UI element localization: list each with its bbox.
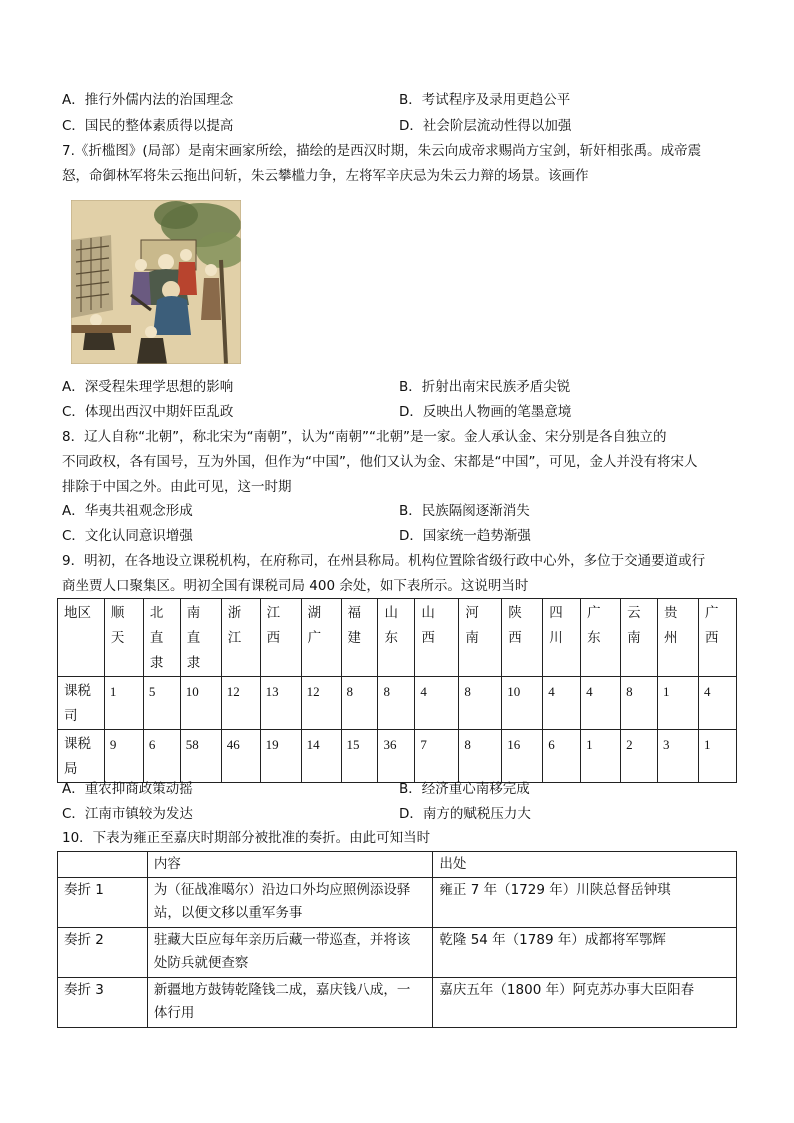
region-cell: 贵 州	[658, 599, 699, 677]
q6-options-row-1	[62, 90, 742, 112]
row-label-kesuisi: 课税 司	[58, 677, 105, 730]
q8-options-row-2	[62, 526, 742, 548]
q8-option-b[interactable]: B．民族隔阂逐渐消失	[399, 503, 530, 519]
region-cell: 山 西	[415, 599, 459, 677]
q9-option-b[interactable]: B．经济重心南移完成	[399, 781, 530, 797]
q7-option-c[interactable]: C．体现出西汉中期奸臣乱政	[62, 404, 234, 420]
memorial-label: 奏折 3	[58, 978, 148, 1028]
region-cell: 山 东	[378, 599, 415, 677]
region-cell: 广 东	[581, 599, 621, 677]
memorial-content: 驻藏大臣应每年亲历后藏一带巡查，并将该 处防兵就便查察	[147, 928, 433, 978]
region-cell: 浙 江	[221, 599, 260, 677]
table-cell: 1	[581, 730, 621, 783]
table-cell: 8	[459, 677, 502, 730]
table-cell: 2	[621, 730, 658, 783]
table-cell: 12	[301, 677, 341, 730]
region-cell: 云 南	[621, 599, 658, 677]
q7-option-b[interactable]: B．折射出南宋民族矛盾尖锐	[399, 379, 571, 395]
table-cell: 10	[502, 677, 543, 730]
table-cell: 6	[143, 730, 180, 783]
q9-option-a[interactable]: A．重农抑商政策动摇	[62, 781, 193, 797]
region-cell: 江 西	[260, 599, 301, 677]
table-cell: 4	[581, 677, 621, 730]
table-cell: 6	[543, 730, 581, 783]
table-cell: 15	[341, 730, 378, 783]
table-cell: 4	[543, 677, 581, 730]
q10-stem-line-1: 10．下表为雍正至嘉庆时期部分被批准的奏折。由此可知当时	[62, 830, 431, 846]
table-cell: 8	[341, 677, 378, 730]
region-cell: 河 南	[459, 599, 502, 677]
region-cell: 顺 天	[104, 599, 143, 677]
q9-option-c[interactable]: C．江南市镇较为发达	[62, 806, 193, 822]
q6-option-d[interactable]: D．社会阶层流动性得以加强	[399, 118, 572, 134]
q8-option-d[interactable]: D．国家统一趋势渐强	[399, 528, 531, 544]
region-cell: 福 建	[341, 599, 378, 677]
table-cell: 8	[459, 730, 502, 783]
table-cell: 58	[180, 730, 221, 783]
memorial-source: 雍正 7 年（1729 年）川陕总督岳钟琪	[433, 878, 737, 928]
q7-options-row-2	[62, 402, 742, 424]
table-cell: 10	[180, 677, 221, 730]
table-cell: 4	[415, 677, 459, 730]
q9-option-d[interactable]: D．南方的赋税压力大	[399, 806, 531, 822]
q7-options-row-1	[62, 377, 742, 399]
row-label-kesuiju: 课税 局	[58, 730, 105, 783]
q8-option-c[interactable]: C．文化认同意识增强	[62, 528, 193, 544]
table-cell: 4	[698, 677, 736, 730]
q8-option-a[interactable]: A．华夷共祖观念形成	[62, 503, 193, 519]
memorial-label: 奏折 1	[58, 878, 148, 928]
table-cell: 5	[143, 677, 180, 730]
q6-option-c[interactable]: C．国民的整体素质得以提高	[62, 118, 234, 134]
table-cell: 16	[502, 730, 543, 783]
region-cell: 南 直 隶	[180, 599, 221, 677]
q6-options-row-2	[62, 116, 742, 138]
table-cell: 3	[658, 730, 699, 783]
tax-si-row	[58, 677, 737, 730]
memorial-source: 嘉庆五年（1800 年）阿克苏办事大臣阳春	[433, 978, 737, 1028]
memorial-row	[58, 878, 737, 928]
painting-illustration	[71, 200, 241, 364]
table-cell: 9	[104, 730, 143, 783]
header-blank-cell	[58, 852, 148, 878]
q9-stem-line-2: 商坐贾人口聚集区。明初全国有课税司局 400 余处，如下表所示。这说明当时	[62, 578, 529, 594]
q8-options-row-1	[62, 501, 742, 523]
table-cell: 1	[698, 730, 736, 783]
q7-option-a[interactable]: A．深受程朱理学思想的影响	[62, 379, 234, 395]
table-cell: 12	[221, 677, 260, 730]
q9-options-row-1	[62, 779, 742, 801]
table-cell: 1	[658, 677, 699, 730]
table-cell: 8	[378, 677, 415, 730]
q6-option-a[interactable]: A．推行外儒内法的治国理念	[62, 92, 234, 108]
q7-stem-line-2: 怒，命御林军将朱云拖出问斩，朱云攀槛力争，左将军辛庆忌为朱云力辩的场景。该画作	[62, 168, 589, 184]
memorial-table	[57, 851, 737, 1028]
header-content: 内容	[147, 852, 433, 878]
table-cell: 36	[378, 730, 415, 783]
q9-stem-line-1: 9．明初，在各地设立课税机构，在府称司，在州县称局。机构位置除省级行政中心外，多位于交通要道或行	[62, 553, 706, 569]
region-cell: 四 川	[543, 599, 581, 677]
tax-office-table	[57, 598, 737, 783]
region-cell: 北 直 隶	[143, 599, 180, 677]
header-region-label: 地区	[58, 599, 105, 677]
region-cell: 湖 广	[301, 599, 341, 677]
memorial-row	[58, 928, 737, 978]
q8-stem-line-3: 排除于中国之外。由此可见，这一时期	[62, 479, 292, 495]
table-cell: 19	[260, 730, 301, 783]
tax-ju-row	[58, 730, 737, 783]
q6-option-b[interactable]: B．考试程序及录用更趋公平	[399, 92, 571, 108]
memorial-label: 奏折 2	[58, 928, 148, 978]
memorial-row	[58, 978, 737, 1028]
table-cell: 7	[415, 730, 459, 783]
q7-option-d[interactable]: D．反映出人物画的笔墨意境	[399, 404, 572, 420]
table-cell: 1	[104, 677, 143, 730]
region-cell: 广 西	[698, 599, 736, 677]
q9-options-row-2	[62, 804, 742, 826]
memorial-content: 新疆地方鼓铸乾隆钱二成，嘉庆钱八成，一 体行用	[147, 978, 433, 1028]
q7-stem-line-1: 7.《折槛图》(局部）是南宋画家所绘，描绘的是西汉时期，朱云向成帝求赐尚方宝剑，斩奸相张禹。成帝震	[62, 143, 702, 159]
region-header-row	[58, 599, 737, 677]
memorial-source: 乾隆 54 年（1789 年）成都将军鄂辉	[433, 928, 737, 978]
memorial-content: 为（征战准噶尔）沿边口外均应照例添设驿 站，以便文移以重军务事	[147, 878, 433, 928]
q8-stem-line-1: 8．辽人自称“北朝”，称北宋为“南朝”，认为“南朝”“北朝”是一家。金人承认金、宋分别是各自独立的	[62, 429, 667, 445]
table-cell: 14	[301, 730, 341, 783]
zhe-jian-tu-painting	[71, 200, 241, 364]
table-cell: 13	[260, 677, 301, 730]
region-cell: 陕 西	[502, 599, 543, 677]
q8-stem-line-2: 不同政权，各有国号，互为外国，但作为“中国”，他们又认为金、宋都是“中国”，可见，金人并没有将宋人	[62, 454, 698, 470]
header-source: 出处	[433, 852, 737, 878]
memorial-header-row	[58, 852, 737, 878]
table-cell: 46	[221, 730, 260, 783]
table-cell: 8	[621, 677, 658, 730]
